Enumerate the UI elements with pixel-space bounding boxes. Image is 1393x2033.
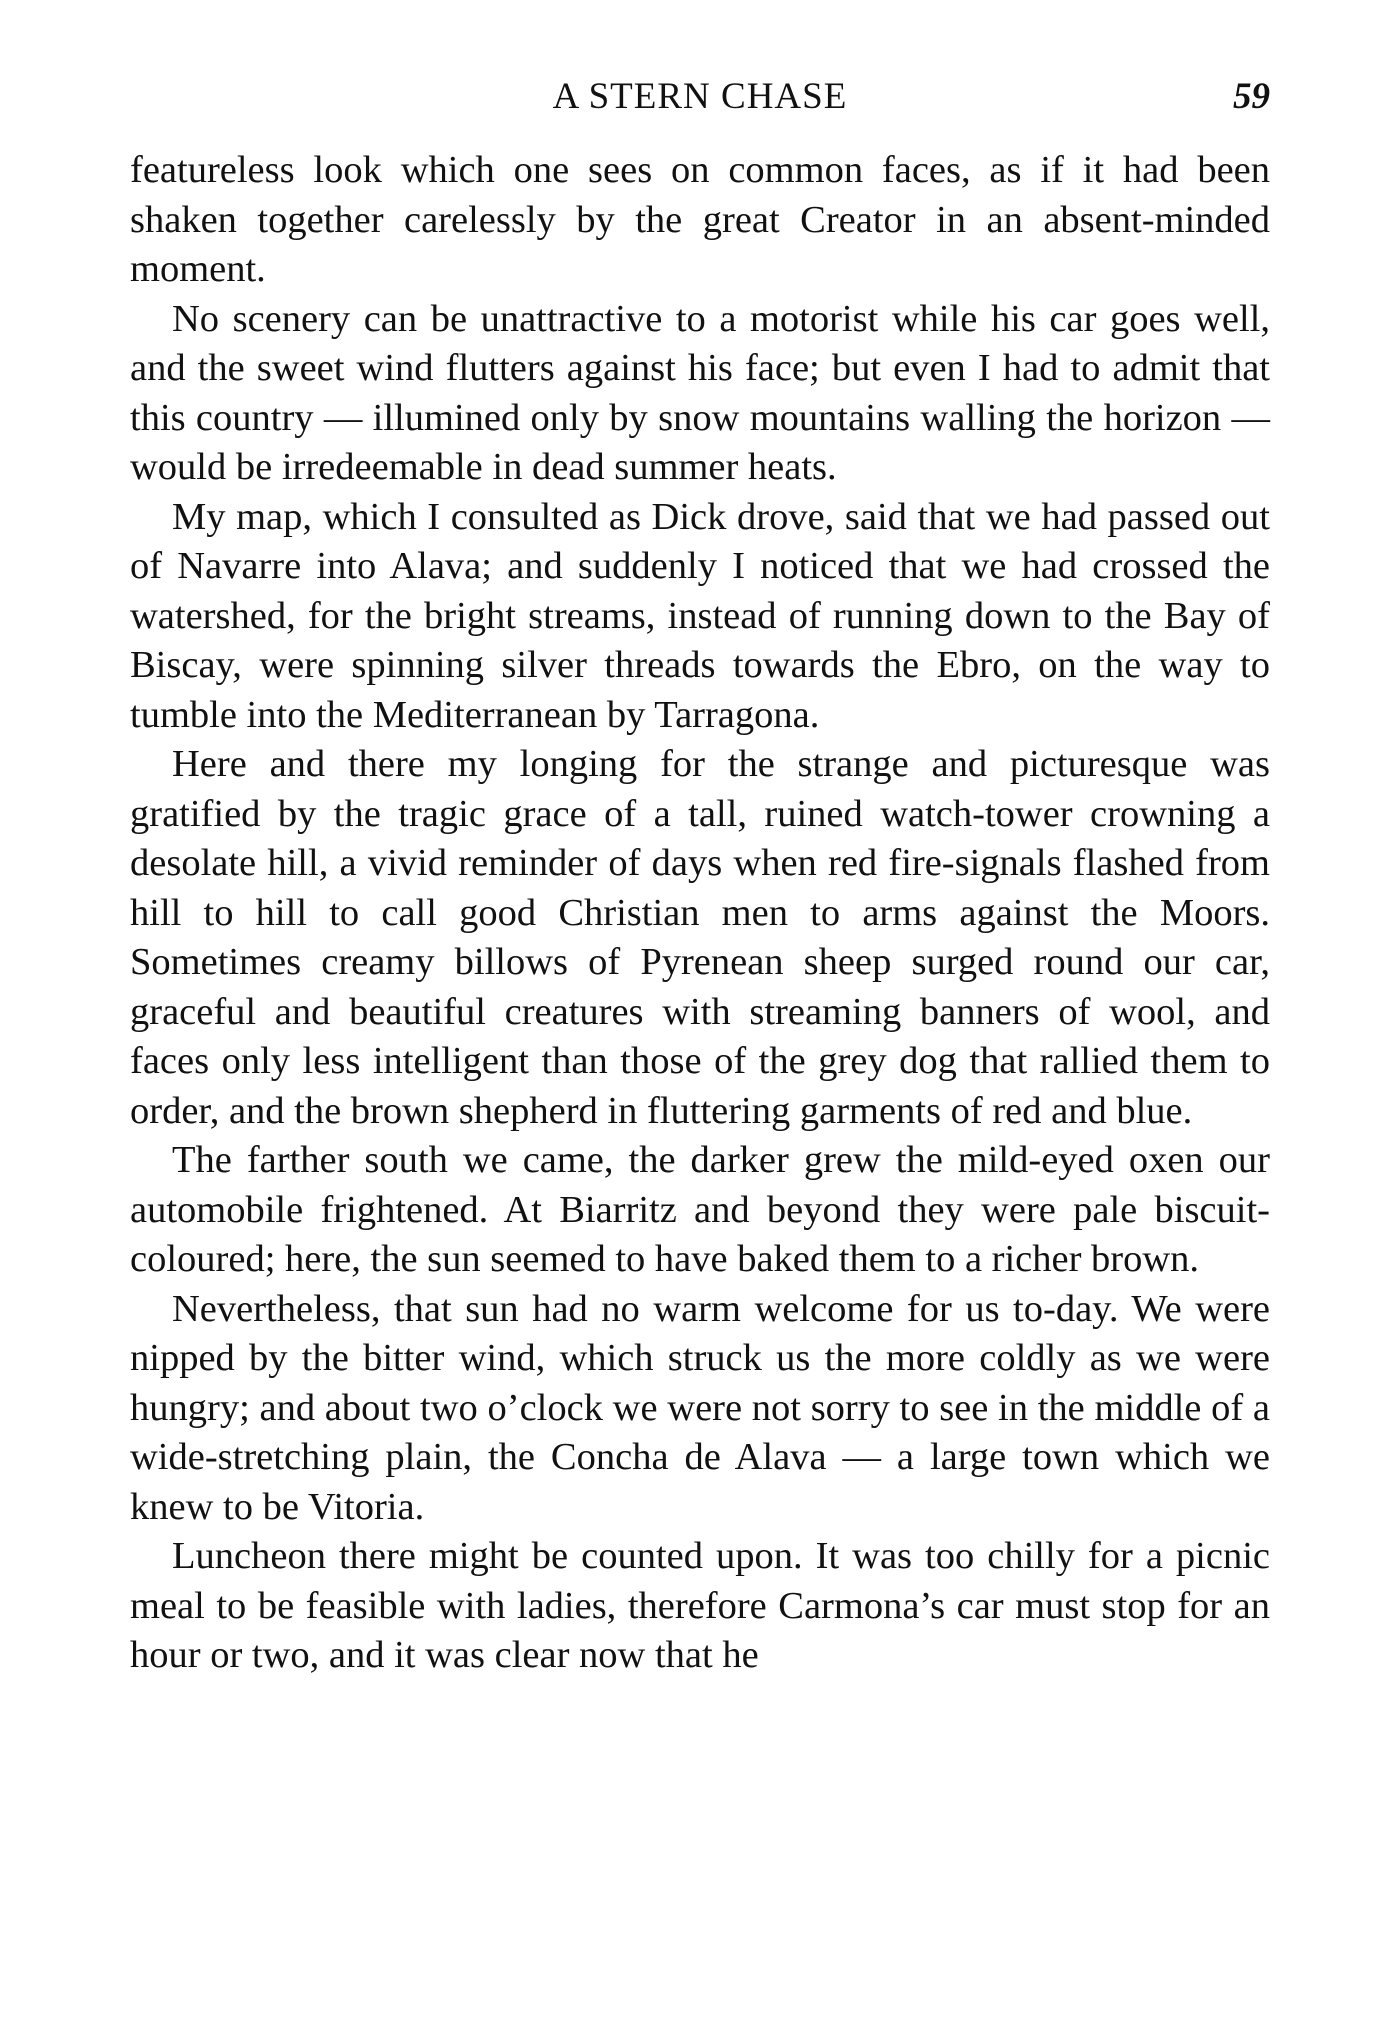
paragraph: Here and there my longing for the strange and picturesque was gratified by the tragic grace of a tall, ruined watch-tower crowning a desolate hill, a vivid reminder of days when red fire-signals flashed from hill to hill to call good Christian men to arms against the Moors. Sometimes creamy billows of Pyrenean sheep surged round our car, graceful and beautiful creatures with streaming banners of wool, and faces only less intelligent than those of the grey dog that rallied them to order, and the brown shepherd in fluttering garments of red and blue. [130,743,1270,1132]
body-text [130,146,1270,1681]
paragraph: My map, which I consulted as Dick drove, said that we had passed out of Navarre into Alava; and suddenly I noticed that we had crossed the watershed, for the bright streams, instead of running down to the Bay of Biscay, were spinning silver threads towards the Ebro, on the way to tumble into the Mediterranean by Tarragona. [130,495,1270,736]
running-title: A STERN CHASE [552,76,848,117]
paragraph-continued: featureless look which one sees on common faces, as if it had been shaken together carelessly by the great Creator in an absent-minded moment. [130,149,1270,290]
running-header [130,72,1270,122]
paragraph: No scenery can be unattractive to a motorist while his car goes well, and the sweet wind flutters against his face; but even I had to admit that this country — illumined only by snow mountains walling the horizon — would be irredeemable in dead summer heats. [130,297,1270,488]
paragraph: Luncheon there might be counted upon. It was too chilly for a picnic meal to be feasible with ladies, therefore Carmona’s car must stop for an hour or two, and it was clear now that he [130,1535,1270,1676]
page-number: 59 [1233,76,1270,117]
paragraph: Nevertheless, that sun had no warm welcome for us to-day. We were nipped by the bitter wind, which struck us the more coldly as we were hungry; and about two o’clock we were not sorry to see in the middle of a wide-stretching plain, the Concha de Alava — a large town which we knew to be Vitoria. [130,1287,1270,1528]
paragraph: The farther south we came, the darker grew the mild-eyed oxen our automobile frightened. At Biarritz and beyond they were pale biscuit-coloured; here, the sun seemed to have baked them to a richer brown. [130,1139,1270,1280]
